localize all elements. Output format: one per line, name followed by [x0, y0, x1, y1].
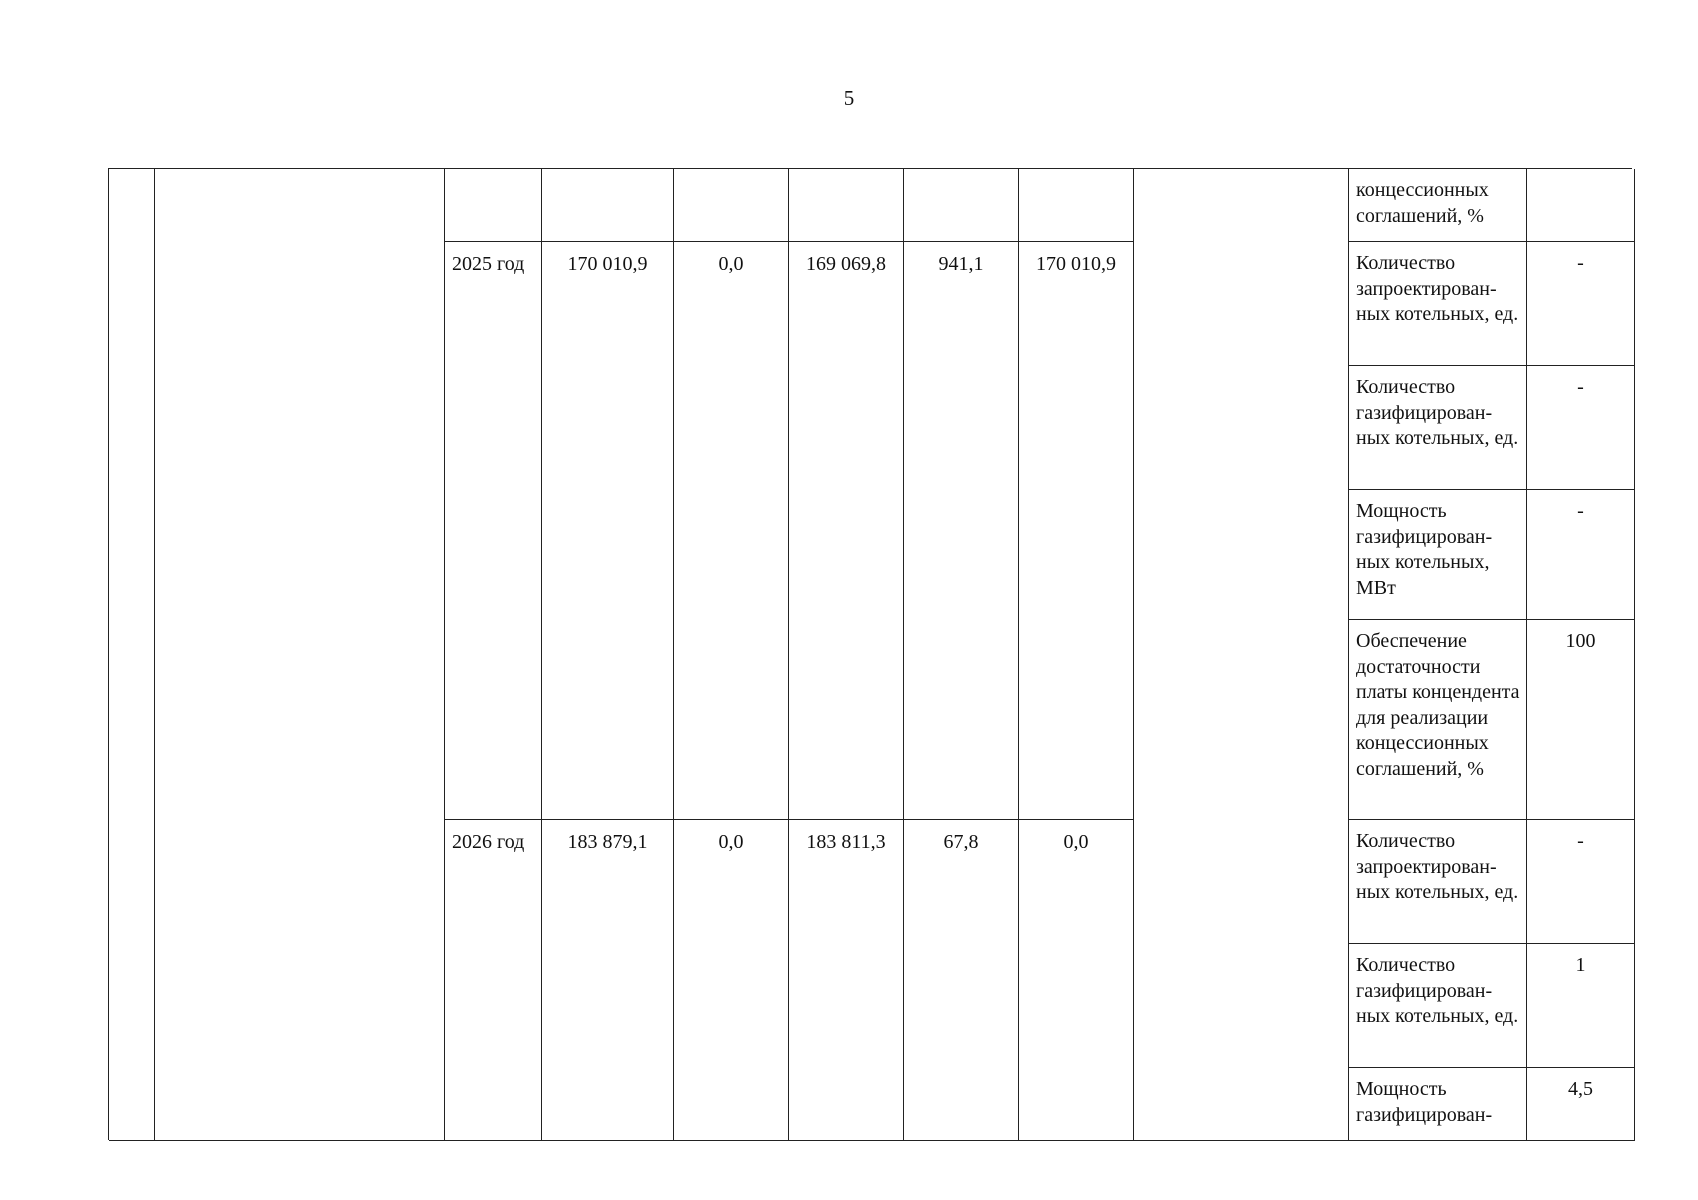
regional-cell-continued [789, 169, 904, 242]
year-label-2025: 2025 год [445, 242, 542, 820]
local-2026: 67,8 [904, 820, 1019, 1141]
measure-name-cell [155, 169, 445, 1141]
total-2025: 170 010,9 [542, 242, 674, 820]
year-label-2026: 2026 год [445, 820, 542, 1141]
indicator-value: - [1527, 490, 1635, 620]
indicator-value: 100 [1527, 620, 1635, 820]
extra-budget-2026: 0,0 [1019, 820, 1134, 1141]
indicator-name: Мощность газифицирован-ных котельных, МВт [1349, 490, 1527, 620]
financing-table [108, 168, 1632, 1140]
indicator-name: Количество газифицирован-ных котельных, ед. [1349, 366, 1527, 490]
indicator-name: Обеспечение достаточности платы концендента для реализации концессионных соглашений, % [1349, 620, 1527, 820]
indicator-value: - [1527, 242, 1635, 366]
row-number-cell [109, 169, 155, 1141]
indicator-value: - [1527, 366, 1635, 490]
federal-2026: 0,0 [674, 820, 789, 1141]
indicator-name: Мощность газифицирован- [1349, 1068, 1527, 1141]
indicator-value: 4,5 [1527, 1068, 1635, 1141]
indicator-name: Количество запроектирован-ных котельных, ед. [1349, 242, 1527, 366]
indicator-name: Количество газифицирован-ных котельных, ед. [1349, 944, 1527, 1068]
indicator-value: 1 [1527, 944, 1635, 1068]
federal-cell-continued [674, 169, 789, 242]
indicator-name: Количество запроектирован-ных котельных, ед. [1349, 820, 1527, 944]
year-cell-continued [445, 169, 542, 242]
page-number: 5 [843, 86, 855, 110]
regional-2025: 169 069,8 [789, 242, 904, 820]
local-2025: 941,1 [904, 242, 1019, 820]
total-cell-continued [542, 169, 674, 242]
extra-budget-cell-continued [1019, 169, 1134, 242]
local-cell-continued [904, 169, 1019, 242]
indicator-value [1527, 169, 1635, 242]
total-2026: 183 879,1 [542, 820, 674, 1141]
executor-cell [1134, 169, 1349, 1141]
federal-2025: 0,0 [674, 242, 789, 820]
extra-budget-2025: 170 010,9 [1019, 242, 1134, 820]
indicator-value: - [1527, 820, 1635, 944]
indicator-name: концессионных соглашений, % [1349, 169, 1527, 242]
regional-2026: 183 811,3 [789, 820, 904, 1141]
